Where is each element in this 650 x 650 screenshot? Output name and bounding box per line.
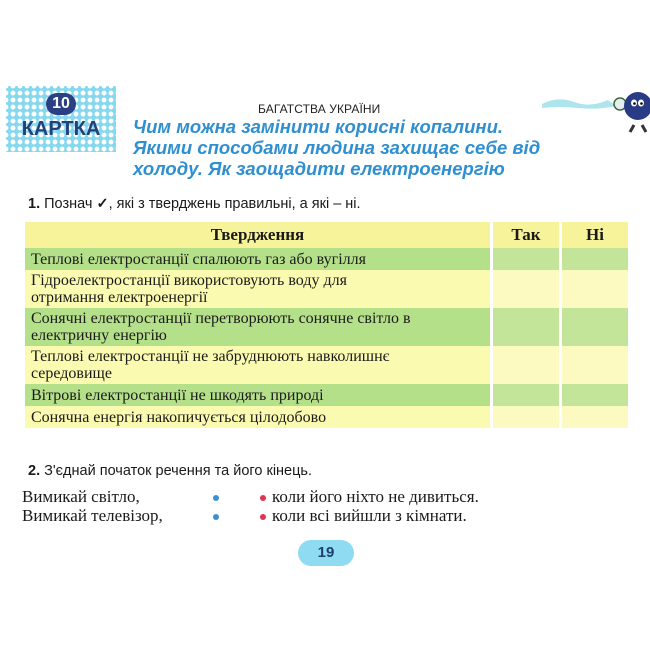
match-row — [22, 507, 622, 526]
statement-cell: Сонячні електростанції перетворюють сонячне світло в електричну енергію — [25, 308, 493, 346]
task2-instruction — [28, 463, 312, 479]
sentence-end: коли всі вийшли з кімнати. — [272, 506, 467, 525]
statement-cell: Сонячна енергія накопичується цілодобово — [25, 406, 493, 428]
right-connector-dot[interactable] — [260, 495, 266, 501]
statement-cell: Вітрові електростанції не шкодять природі — [25, 384, 493, 406]
card-number: 10 — [46, 93, 76, 115]
right-connector-dot[interactable] — [260, 514, 266, 520]
task1-instruction — [28, 196, 361, 212]
card-label: КАРТКА — [21, 118, 101, 140]
yes-checkbox-cell[interactable] — [493, 248, 562, 270]
sentence-start: Вимикай світло, — [22, 487, 140, 506]
yes-checkbox-cell[interactable] — [493, 346, 562, 384]
left-connector-dot[interactable] — [213, 514, 219, 520]
no-checkbox-cell[interactable] — [562, 346, 628, 384]
sentence-end: коли його ніхто не дивиться. — [272, 487, 479, 506]
statement-cell: Гідроелектростанції використовують воду для отримання електроенергії — [25, 270, 493, 308]
statement-cell: Теплові електростанції спалюють газ або вугілля — [25, 248, 493, 270]
no-checkbox-cell[interactable] — [562, 384, 628, 406]
task1-number: 1. — [28, 196, 41, 212]
sentence-start: Вимикай телевізор, — [22, 506, 163, 525]
task2-number: 2. — [28, 463, 41, 479]
table-row — [25, 406, 628, 428]
yes-checkbox-cell[interactable] — [493, 270, 562, 308]
page-number: 19 — [298, 540, 354, 566]
yes-checkbox-cell[interactable] — [493, 384, 562, 406]
task1-text-after: , які з тверджень правильні, а які – ні. — [108, 196, 361, 212]
task2-text: З'єднай початок речення та його кінець. — [44, 463, 313, 479]
no-checkbox-cell[interactable] — [562, 308, 628, 346]
no-checkbox-cell[interactable] — [562, 270, 628, 308]
left-connector-dot[interactable] — [213, 495, 219, 501]
matching-exercise — [22, 488, 622, 526]
column-header-no: Ні — [562, 222, 628, 248]
table-row — [25, 308, 628, 346]
globe-mascot-icon — [538, 86, 650, 136]
headline-line: Чим можна замінити корисні копалини. — [133, 116, 504, 137]
headline-line: холоду. Як заощадити електроенергію — [133, 158, 505, 179]
no-checkbox-cell[interactable] — [562, 406, 628, 428]
card-badge — [6, 86, 116, 152]
table-row — [25, 270, 628, 308]
column-header-statement: Твердження — [25, 222, 493, 248]
yes-checkbox-cell[interactable] — [493, 406, 562, 428]
match-row — [22, 488, 622, 507]
table-header-row — [25, 222, 628, 248]
table-row — [25, 248, 628, 270]
yes-checkbox-cell[interactable] — [493, 308, 562, 346]
headline-line: Якими способами людина захищає себе від — [133, 137, 541, 158]
statement-cell: Теплові електростанції не забруднюють навколишнє середовище — [25, 346, 493, 384]
table-row — [25, 384, 628, 406]
column-header-yes: Так — [493, 222, 562, 248]
task1-text-before: Познач — [44, 196, 93, 212]
no-checkbox-cell[interactable] — [562, 248, 628, 270]
table-row — [25, 346, 628, 384]
statements-table — [25, 222, 628, 428]
check-icon: ✓ — [96, 196, 109, 212]
section-title: БАГАТСТВА УКРАЇНИ — [258, 102, 381, 116]
